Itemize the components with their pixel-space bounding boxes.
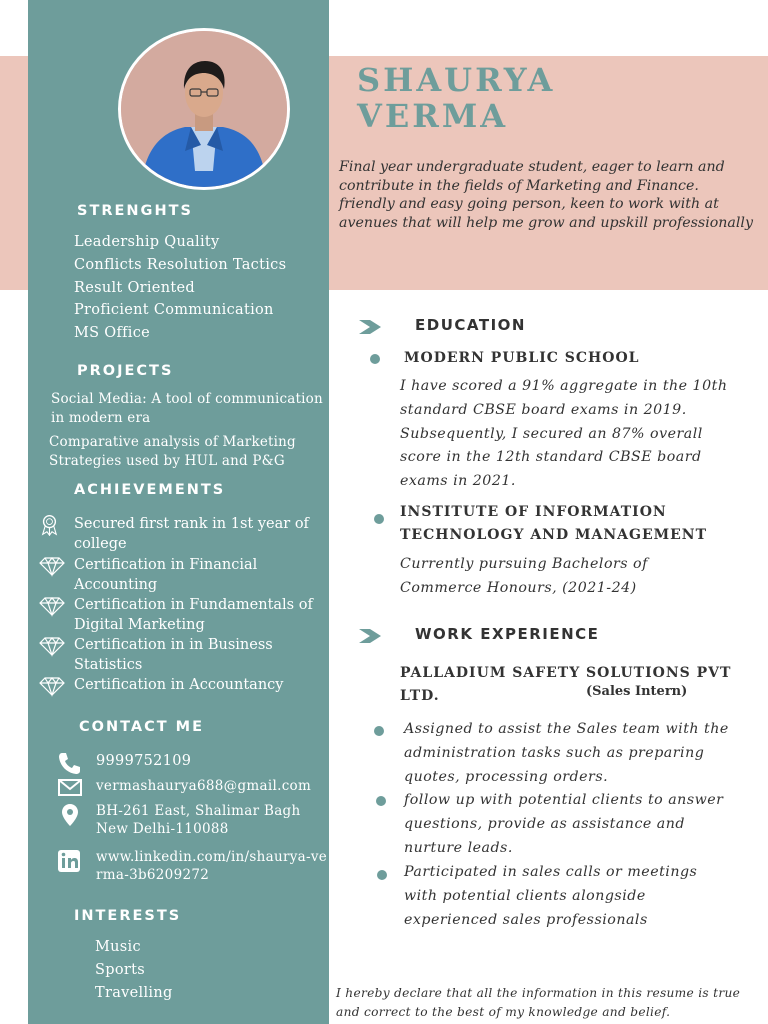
projects-heading: PROJECTS [77, 363, 174, 379]
person-illustration [121, 31, 287, 187]
work-bullet: Assigned to assist the Sales team with the administration tasks such as preparing quotes, processing orders. [404, 721, 729, 785]
name-heading [357, 62, 555, 134]
list-item: Conflicts Resolution Tactics [74, 256, 287, 273]
phone-number: 9999752109 [96, 753, 192, 769]
company-name: PALLADIUM SAFETY SOLUTIONS PVT LTD. [400, 665, 732, 704]
last-name: VERMA [357, 97, 509, 135]
achievement-text: Secured first rank in 1st year of college [74, 516, 309, 552]
address-text: BH-261 East, Shalimar Bagh New Delhi-110088 [96, 803, 301, 837]
phone-icon [56, 750, 84, 776]
list-item: Sports [95, 961, 145, 978]
chevron-right-icon [357, 627, 383, 645]
education-details: I have scored a 91% aggregate in the 10th standard CBSE board exams in 2019. Subsequently, I secured an 87% overall score in the 12th standard CBSE board exams in 2021. [400, 378, 728, 490]
bullet-dot [376, 796, 386, 806]
work-experience-heading: WORK EXPERIENCE [415, 625, 600, 643]
work-bullet: follow up with potential clients to answer questions, provide as assistance and nurture leads. [404, 792, 724, 856]
bullet-dot [374, 726, 384, 736]
medal-icon [36, 514, 68, 536]
achievement-text: Certification in Financial Accounting [74, 557, 258, 593]
profile-photo [118, 28, 290, 190]
contact-heading: CONTACT ME [79, 719, 205, 735]
list-item: Result Oriented [74, 279, 195, 296]
achievements-heading: ACHIEVEMENTS [74, 482, 226, 498]
diamond-icon [36, 675, 68, 697]
profile-summary: Final year undergraduate student, eager to learn and contribute in the fields of Marketing and Finance. friendly and easy going person, keen to work with at avenues that will help me grow and upskill professionally [339, 159, 753, 231]
list-item: Proficient Communication [74, 302, 274, 319]
chevron-right-icon [357, 318, 383, 336]
first-name: SHAURYA [357, 61, 556, 99]
institution-name: MODERN PUBLIC SCHOOL [404, 350, 640, 366]
diamond-icon [36, 635, 68, 657]
bullet-dot [374, 514, 384, 524]
work-bullet: Participated in sales calls or meetings with potential clients alongside experienced sales professionals [404, 864, 698, 928]
interests-list [95, 936, 173, 1004]
list-item: MS Office [74, 325, 151, 342]
email-address: vermashaurya688@gmail.com [96, 778, 312, 794]
linkedin-icon [56, 848, 84, 874]
interests-heading: INTERESTS [74, 908, 182, 924]
education-details: Currently pursuing Bachelors of Commerce Honours, (2021-24) [400, 556, 648, 596]
achievement-text: Certification in Accountancy [74, 677, 284, 693]
institution-name: INSTITUTE OF INFORMATION TECHNOLOGY AND MANAGEMENT [400, 504, 708, 543]
sidebar [28, 0, 329, 1024]
strengths-list [74, 231, 286, 345]
location-pin-icon [56, 802, 84, 828]
achievement-text: Certification in in Business Statistics [74, 637, 273, 673]
job-role: (Sales Intern) [586, 684, 688, 699]
education-heading: EDUCATION [415, 316, 526, 334]
strengths-heading: STRENGHTS [77, 203, 193, 219]
diamond-icon [36, 595, 68, 617]
linkedin-url: www.linkedin.com/in/shaurya-verma-3b6209272 [96, 849, 328, 883]
list-item: Travelling [95, 984, 173, 1001]
diamond-icon [36, 555, 68, 577]
bullet-dot [377, 870, 387, 880]
mail-icon [56, 775, 84, 801]
declaration-text: I hereby declare that all the information in this resume is true and correct to the best of my knowledge and belief. [336, 986, 741, 1019]
list-item: Leadership Quality [74, 234, 220, 250]
project-item: Social Media: A tool of communication in modern era [51, 391, 323, 426]
bullet-dot [370, 354, 380, 364]
achievement-text: Certification in Fundamentals of Digital Marketing [74, 597, 313, 633]
project-item: Comparative analysis of Marketing Strategies used by HUL and P&G [49, 434, 296, 469]
list-item: Music [95, 939, 141, 955]
